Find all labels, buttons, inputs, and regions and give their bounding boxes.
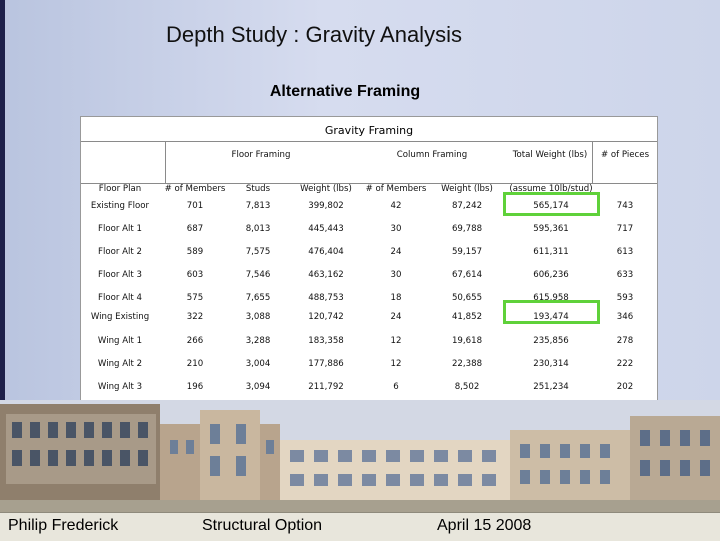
table-cell: 196 — [186, 382, 204, 392]
table-cell: 565,174 — [533, 201, 569, 211]
footer-author: Philip Frederick — [8, 517, 119, 534]
table-cell: Wing Alt 1 — [97, 336, 143, 346]
table-cell: 30 — [390, 224, 402, 234]
gravity-framing-table — [80, 116, 658, 402]
table-cell: 3,088 — [245, 312, 271, 322]
table-cell: 7,575 — [245, 247, 271, 257]
building-elevation-illustration — [0, 400, 720, 520]
table-cell: 3,004 — [245, 359, 271, 369]
header-pieces: # of Pieces — [600, 150, 650, 160]
table-cell: 463,162 — [308, 270, 344, 280]
table-cell: 211,792 — [308, 382, 344, 392]
table-cell: 589 — [186, 247, 204, 257]
table-cell: 12 — [390, 359, 402, 369]
table-cell: 7,546 — [245, 270, 271, 280]
table-cell: 3,094 — [245, 382, 271, 392]
table-cell: 615,958 — [533, 293, 569, 303]
table-cell: Wing Alt 2 — [97, 359, 143, 369]
slide-subtitle: Alternative Framing — [269, 83, 421, 100]
header-total-weight: Total Weight (lbs) — [512, 150, 588, 160]
footer-bar — [0, 512, 720, 541]
table-cell: 8,502 — [454, 382, 480, 392]
table-cell: 8,013 — [245, 224, 271, 234]
table-cell: Floor Alt 2 — [98, 247, 142, 257]
highlight-box-wing-existing — [503, 300, 600, 324]
table-cell: 603 — [186, 270, 204, 280]
table-cell: 593 — [616, 293, 634, 303]
table-cell: Floor Alt 4 — [98, 293, 142, 303]
table-cell: 193,474 — [533, 312, 569, 322]
table-cell: Wing Alt 3 — [97, 382, 143, 392]
table-cell: 24 — [390, 312, 402, 322]
table-cell: 120,742 — [308, 312, 344, 322]
table-cell: 743 — [616, 201, 634, 211]
table-cell: Floor Alt 3 — [98, 270, 142, 280]
column-header: Weight (lbs) — [441, 184, 493, 194]
column-header: # of Members — [164, 184, 226, 194]
table-cell: 202 — [616, 382, 634, 392]
table-cell: Wing Existing — [90, 312, 150, 322]
table-cell: 30 — [390, 270, 402, 280]
table-cell: 322 — [186, 312, 204, 322]
building-illustration — [0, 400, 720, 520]
table-cell: 633 — [616, 270, 634, 280]
table-cell: 575 — [186, 293, 204, 303]
table-cell: 18 — [390, 293, 402, 303]
table-cell: 6 — [393, 382, 399, 392]
column-header: Weight (lbs) — [300, 184, 352, 194]
table-caption: Gravity Framing — [324, 124, 414, 137]
slide-title: Depth Study : Gravity Analysis — [166, 22, 462, 47]
table-cell: 177,886 — [308, 359, 344, 369]
table-cell: 476,404 — [308, 247, 344, 257]
table-cell: 42 — [390, 201, 402, 211]
table-cell: 717 — [616, 224, 634, 234]
table-cell: 67,614 — [451, 270, 483, 280]
column-header: (assume 10lb/stud) — [509, 184, 593, 194]
table-cell: 7,813 — [245, 201, 271, 211]
column-header: # of Members — [365, 184, 427, 194]
table-cell: 445,443 — [308, 224, 344, 234]
table-cell: 59,157 — [451, 247, 483, 257]
table-cell: 183,358 — [308, 336, 344, 346]
rule — [165, 141, 166, 183]
table-cell: 7,655 — [245, 293, 271, 303]
table-cell: 87,242 — [451, 201, 483, 211]
table-cell: 19,618 — [451, 336, 483, 346]
table-cell: 251,234 — [533, 382, 569, 392]
table-cell: 611,311 — [533, 247, 569, 257]
table-cell: Floor Alt 1 — [98, 224, 142, 234]
table-cell: 278 — [616, 336, 634, 346]
table-cell: 210 — [186, 359, 204, 369]
header-floor-framing: Floor Framing — [231, 150, 291, 160]
table-cell: 41,852 — [451, 312, 483, 322]
footer-date: April 15 2008 — [437, 517, 532, 534]
table-cell: 69,788 — [451, 224, 483, 234]
table-cell: 3,288 — [245, 336, 271, 346]
column-header: Studs — [245, 184, 271, 194]
table-cell: 346 — [616, 312, 634, 322]
highlight-box-existing-floor — [503, 192, 600, 216]
rule — [81, 141, 657, 142]
table-cell: 266 — [186, 336, 204, 346]
table-cell: Existing Floor — [90, 201, 150, 211]
column-header: Floor Plan — [98, 184, 142, 194]
table-cell: 12 — [390, 336, 402, 346]
header-column-framing: Column Framing — [396, 150, 468, 160]
rule — [592, 141, 593, 183]
table-cell: 595,361 — [533, 224, 569, 234]
table-grid — [81, 141, 657, 401]
table-cell: 606,236 — [533, 270, 569, 280]
table-cell: 701 — [186, 201, 204, 211]
table-cell: 50,655 — [451, 293, 483, 303]
table-cell: 613 — [616, 247, 634, 257]
table-cell: 230,314 — [533, 359, 569, 369]
table-cell: 488,753 — [308, 293, 344, 303]
table-cell: 399,802 — [308, 201, 344, 211]
table-cell: 24 — [390, 247, 402, 257]
footer-option: Structural Option — [202, 517, 323, 534]
table-cell: 22,388 — [451, 359, 483, 369]
table-cell: 235,856 — [533, 336, 569, 346]
table-cell: 222 — [616, 359, 634, 369]
table-cell: 687 — [186, 224, 204, 234]
